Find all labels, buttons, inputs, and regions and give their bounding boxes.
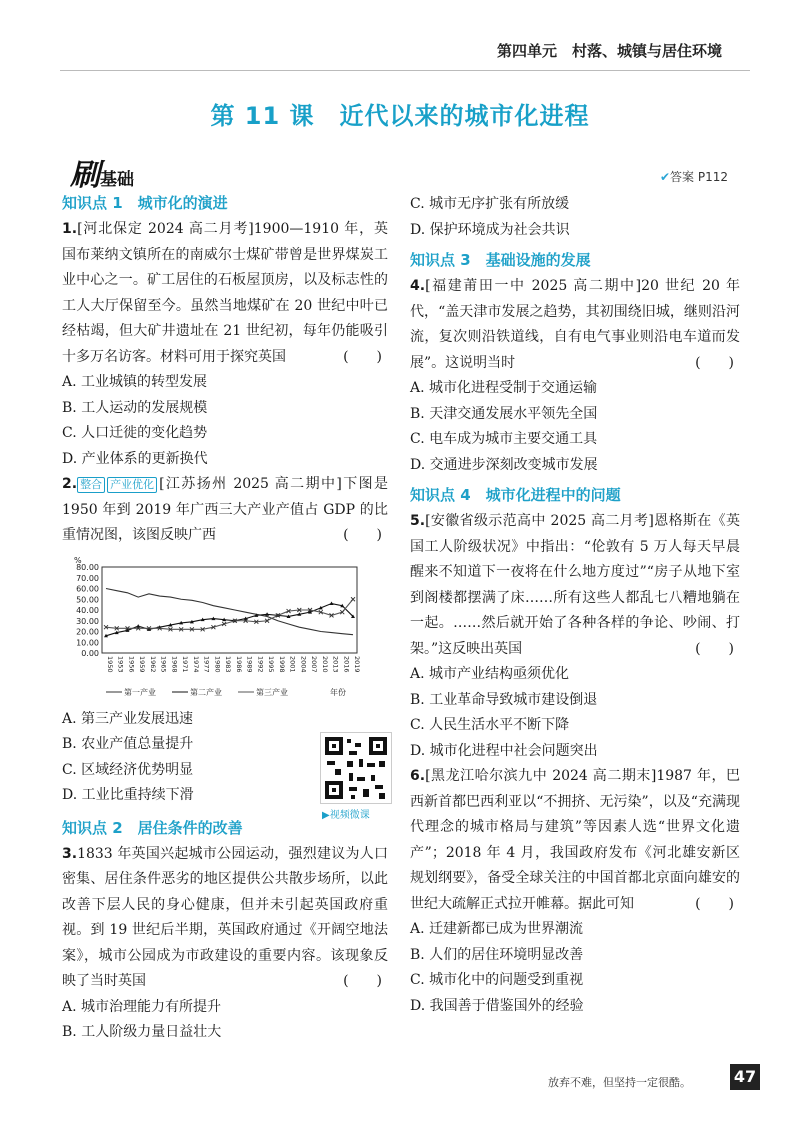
- question-2-number: 2.: [62, 476, 78, 492]
- industry-chart-svg: [62, 553, 362, 701]
- q5-option-a: A. 城市产业结构亟须优化: [410, 666, 570, 682]
- page-number: 47: [730, 1064, 760, 1090]
- tag-industry: 产业优化: [107, 477, 157, 493]
- question-4: [410, 274, 740, 376]
- chart-x-tick: 2019: [353, 655, 361, 673]
- chart-legend-label: 第三产业: [256, 687, 288, 697]
- question-2: [62, 472, 388, 549]
- chart-y-tick: 40.00: [76, 605, 99, 615]
- right-column: [410, 192, 740, 1019]
- q2-option-d: D. 工业比重持续下滑: [62, 787, 194, 803]
- chart-y-tick: 60.00: [76, 584, 99, 593]
- q1-option-c: C. 人口迁徙的变化趋势: [62, 425, 208, 441]
- chart-x-tick: 1974: [191, 655, 200, 673]
- answer-bracket: ( ): [695, 895, 734, 912]
- q4-option-d: D. 交通进步深刻改变城市发展: [410, 456, 598, 473]
- knowledge-point-4: 知识点 4 城市化进程中的问题: [410, 486, 621, 504]
- brand-label: [70, 150, 134, 194]
- chart-x-tick: 1995: [267, 655, 276, 673]
- chart-series-line: [106, 599, 353, 629]
- question-4-text: [福建莆田一中 2025 高二期中]20 世纪 20 年代，“盖天津市发展之趋势，其初围绕旧城，继则沿河流，复次则沿铁道线，自有电气事业则沿电车道而发展”。这说明当时: [410, 278, 740, 371]
- left-column: [62, 192, 388, 1046]
- chart-x-tick: 1962: [148, 655, 157, 673]
- chart-x-tick: 2007: [310, 655, 319, 673]
- question-6: [410, 764, 740, 917]
- question-6-text: [黑龙江哈尔滨九中 2024 高二期末]1987 年，巴西新首都巴西利亚以“不拥挤、无污染”，以及“充满现代理念的城市格局与建筑”等因素人选“世界文化遗产”；2018 年 4 月，我国政府发布《河北雄安新区规划纲要》，备受全球关注的中国首都北京面向雄安的世纪大疏解正式拉开帷幕。据此可知: [410, 768, 740, 912]
- answer-bracket: ( ): [343, 973, 382, 989]
- q2-option-c: C. 区域经济优势明显: [62, 761, 194, 778]
- q2-option-b: B. 农业产值总量提升: [62, 736, 194, 752]
- q6-option-b: B. 人们的居住环境明显改善: [410, 946, 584, 963]
- knowledge-point-1: 知识点 1 城市化的演进: [62, 194, 228, 212]
- chart-x-tick: 1983: [224, 655, 233, 673]
- answer-bracket: ( ): [343, 348, 382, 365]
- chart-x-tick: 2016: [342, 655, 351, 673]
- chart-x-tick: 1971: [181, 655, 190, 673]
- chart-point: [351, 597, 355, 601]
- chart-x-tick: 1965: [159, 655, 168, 673]
- header-line: [60, 70, 750, 71]
- q6-option-d: D. 我国善于借鉴国外的经验: [410, 997, 584, 1014]
- answer-bracket: ( ): [695, 354, 734, 371]
- question-1-text: [河北保定 2024 高二月考]1900—1910 年，英国布莱纳文镇所在的南威尔士煤矿带曾是世界煤炭工业中心之一。矿工居住的石板屋顶房，以及标志性的工人大厅保留至今。虽然当地煤矿在 20 世纪中叶已经枯竭，但大矿井遗址在 21 世纪初，每年仍能吸引十多万名访客。材料可用于探究英国: [62, 221, 388, 365]
- q3-option-d: D. 保护环境成为社会共识: [410, 221, 570, 238]
- chart-legend-label: 第一产业: [124, 687, 156, 697]
- chart-x-tick: 1980: [213, 655, 222, 673]
- q5-option-b: B. 工业革命导致城市建设倒退: [410, 691, 598, 708]
- q4-option-a: A. 城市化进程受制于交通运输: [410, 380, 598, 396]
- q1-option-b: B. 工人运动的发展规模: [62, 399, 208, 416]
- qr-code[interactable]: [320, 732, 392, 804]
- q6-option-c: C. 城市化中的问题受到重视: [410, 972, 584, 988]
- unit-header: 第四单元 村落、城镇与居住环境: [496, 42, 722, 60]
- question-5-text: [安徽省级示范高中 2025 高二月考]恩格斯在《英国工人阶级状况》中指出：“伦敦有 5 万人每天早晨醒来不知道下一夜将在什么地方度过”“房子从地下室到阁楼都摆满了床……所有这些人都乱七八糟地躺在一起。……然后就开始了各种各样的争论、吵闹、打架。”这反映出英国: [410, 513, 740, 657]
- chart-x-tick: 1953: [116, 655, 125, 673]
- chart-x-tick: 2013: [331, 655, 340, 673]
- chart-x-tick: 2004: [299, 655, 308, 673]
- q4-option-b: B. 天津交通发展水平领先全国: [410, 405, 598, 422]
- chart-x-tick: 1959: [138, 655, 147, 673]
- q3-option-a: A. 城市治理能力有所提升: [62, 998, 222, 1015]
- lesson-title: 第 11 课 近代以来的城市化进程: [210, 102, 590, 130]
- q1-option-a: A. 工业城镇的转型发展: [62, 374, 208, 390]
- chart-x-label: 年份: [330, 687, 346, 697]
- chart-y-tick: 70.00: [76, 573, 99, 583]
- q5-option-c: C. 人民生活水平不断下降: [410, 717, 570, 733]
- brand-small: 基础: [100, 170, 134, 190]
- question-3-text: 1833 年英国兴起城市公园运动，强烈建议为人口密集、居住条件恶劣的地区提供公共散步场所，以此改善下层人民的身心健康，但并未引起英国政府重视。到 19 世纪后半期，英国政府通过《开阔空地法案》，城市公园成为市政建设的重要内容。该现象反映了当时英国: [62, 845, 388, 989]
- chart-x-tick: 2010: [320, 655, 329, 673]
- chart-y-unit: %: [74, 555, 82, 565]
- q4-option-c: C. 电车成为城市主要交通工具: [410, 431, 598, 447]
- q3-option-b: B. 工人阶级力量日益壮大: [62, 1024, 222, 1040]
- tag-integrate: 整合: [77, 477, 105, 493]
- chart-x-tick: 1977: [202, 655, 211, 673]
- q5-option-d: D. 城市化进程中社会问题突出: [410, 742, 598, 759]
- chart-y-tick: 0.00: [81, 648, 99, 658]
- question-1-number: 1.: [62, 221, 78, 237]
- chart-y-tick: 80.00: [76, 562, 99, 572]
- chart-y-tick: 20.00: [76, 627, 99, 636]
- knowledge-point-3: 知识点 3 基础设施的发展: [410, 251, 591, 269]
- answer-ref-text: 答案 P112: [670, 170, 728, 184]
- question-2-text: [江苏扬州 2025 高二期中]下图是 1950 年到 2019 年广西三大产业产值占 GDP 的比重情况图，该图反映广西: [62, 476, 388, 543]
- knowledge-point-2: 知识点 2 居住条件的改善: [62, 818, 243, 837]
- answer-ref: [660, 168, 728, 185]
- question-3-number: 3.: [62, 845, 78, 862]
- answer-bracket: ( ): [695, 640, 734, 657]
- q6-option-a: A. 迁建新都已成为世界潮流: [410, 921, 584, 937]
- chart-x-tick: 1950: [106, 655, 114, 673]
- chart-x-tick: 2001: [288, 655, 297, 673]
- brand-big: 刷: [70, 158, 100, 193]
- q1-option-d: D. 产业体系的更新换代: [62, 450, 208, 467]
- chart-x-tick: 1956: [127, 655, 136, 673]
- chart-y-tick: 30.00: [76, 616, 99, 626]
- chart-y-tick: 50.00: [76, 594, 99, 604]
- question-6-number: 6.: [410, 768, 426, 784]
- chart-x-tick: 1992: [256, 655, 265, 673]
- chart-legend-label: 第二产业: [190, 687, 222, 697]
- question-4-number: 4.: [410, 278, 426, 294]
- answer-bracket: ( ): [343, 527, 382, 543]
- footer-motto: 放弃不难，但坚持一定很酷。: [548, 1076, 691, 1089]
- question-1: [62, 217, 388, 370]
- qr-code-icon: [321, 733, 391, 803]
- question-3: [62, 842, 388, 995]
- chart-x-tick: 1968: [170, 655, 179, 673]
- chart-x-tick: 1989: [245, 655, 254, 673]
- industry-chart: [62, 553, 362, 701]
- question-5-number: 5.: [410, 513, 426, 529]
- chart-x-tick: 1998: [277, 655, 286, 673]
- q3-option-c: C. 城市无序扩张有所放缓: [410, 196, 570, 212]
- chart-y-tick: 10.00: [76, 637, 99, 647]
- chart-x-tick: 1986: [234, 655, 243, 673]
- chart-frame: [102, 567, 357, 653]
- q2-option-a: A. 第三产业发展迅速: [62, 710, 194, 727]
- check-icon: ✔: [659, 170, 671, 184]
- qr-video-label[interactable]: ▶视频微课: [322, 810, 370, 821]
- question-5: [410, 509, 740, 662]
